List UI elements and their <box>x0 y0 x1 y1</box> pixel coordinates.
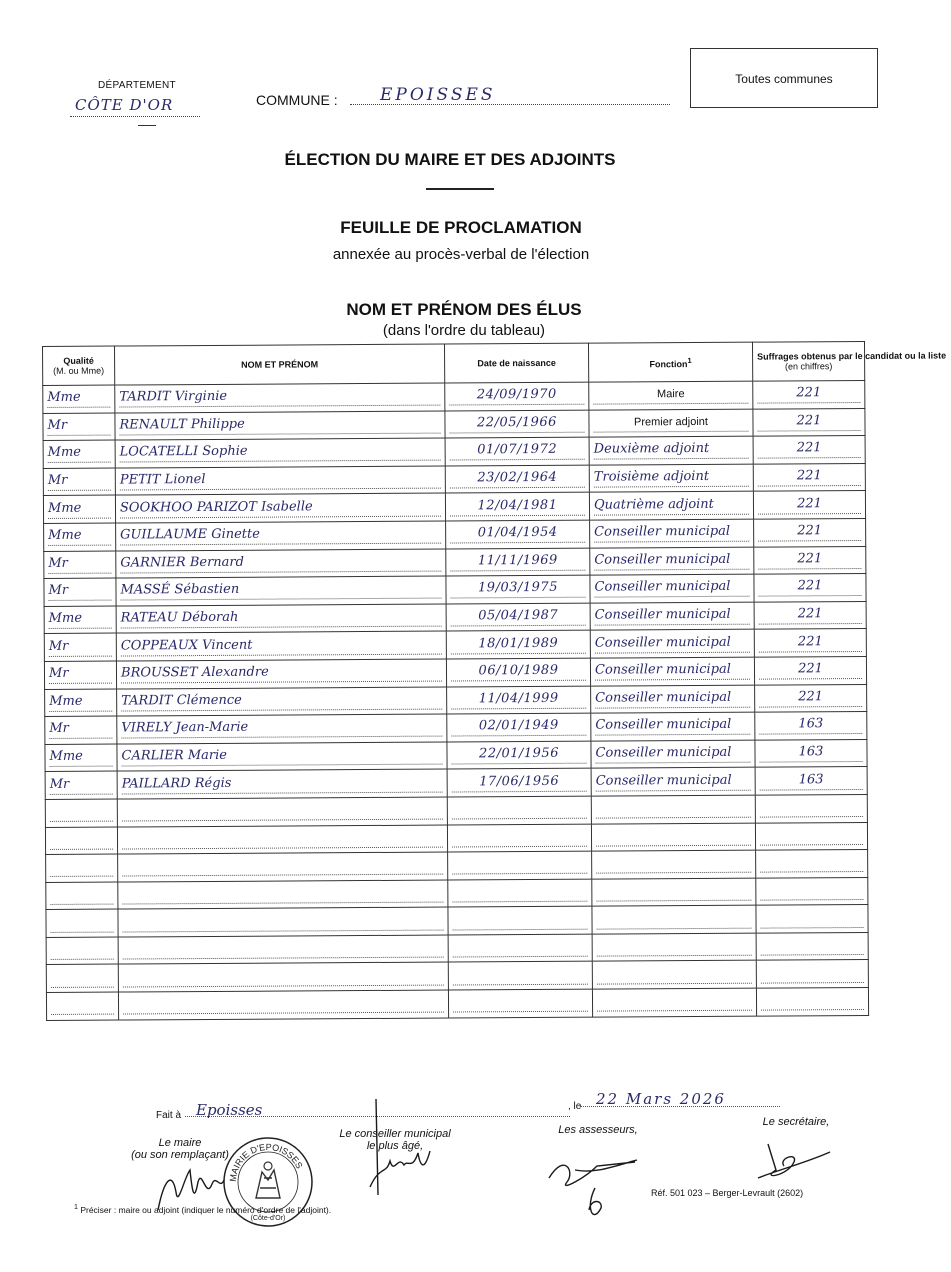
cell-qualite-value: Mme <box>48 528 111 546</box>
cell-date <box>445 410 589 438</box>
header-qualite: Qualité (M. ou Mme) <box>43 346 115 385</box>
cell-qualite-value: Mr <box>49 666 112 684</box>
cell-nom-value: BROUSSET Alexandre <box>121 664 442 684</box>
cell-qualite <box>45 744 117 772</box>
cell-qualite-value: Mr <box>48 555 111 573</box>
cell-qualite <box>45 771 117 799</box>
maire-signature-label: Le maire (ou son remplaçant) <box>131 1137 229 1161</box>
cell-fonction <box>591 767 755 796</box>
cell-date <box>447 741 591 769</box>
cell-fonction-value: Quatrième adjoint <box>594 496 749 515</box>
cell-nom <box>116 631 446 661</box>
cell-suffrages <box>755 739 867 767</box>
cell-nom <box>116 604 446 634</box>
fait-value: Epoisses <box>196 1101 263 1119</box>
cell-date <box>448 962 592 990</box>
cell-fonction-value: Conseiller municipal <box>595 662 750 681</box>
cell-nom-value: COPPEAUX Vincent <box>121 636 442 656</box>
cell-fonction-value: Conseiller municipal <box>596 772 751 791</box>
cell-qualite <box>44 661 116 689</box>
date-value: 22 Mars 2026 <box>596 1090 726 1108</box>
dotted-line <box>50 914 113 932</box>
cell-fonction-value: Maire <box>593 386 748 405</box>
cell-nom <box>115 383 445 413</box>
cell-nom-value: TARDIT Virginie <box>119 388 440 408</box>
cell-suffrages-value: 221 <box>758 551 861 570</box>
cell-nom <box>116 659 446 689</box>
election-title: ÉLECTION DU MAIRE ET DES ADJOINTS <box>284 150 616 169</box>
cell-date-value: 22/05/1966 <box>449 415 584 434</box>
cell-suffrages-value: 221 <box>759 634 862 653</box>
cell-fonction-value: Conseiller municipal <box>594 552 749 571</box>
dotted-line <box>123 967 444 987</box>
cell-qualite-value: Mr <box>49 721 112 739</box>
dotted-line <box>452 801 587 820</box>
dotted-line <box>122 829 443 849</box>
dotted-line <box>453 994 588 1013</box>
dotted-line <box>761 965 864 984</box>
cell-fonction-value: Conseiller municipal <box>594 579 749 598</box>
cell-nom <box>117 797 447 827</box>
cell-fonction-value: Conseiller municipal <box>595 745 750 764</box>
cell-fonction-value: Conseiller municipal <box>594 524 749 543</box>
cell-suffrages <box>756 988 868 1016</box>
cell-date <box>447 796 591 824</box>
cell-fonction <box>592 878 756 907</box>
cell-date-value: 18/01/1989 <box>451 635 586 654</box>
cell-fonction-value: Conseiller municipal <box>595 717 750 736</box>
dotted-line <box>453 966 588 985</box>
cell-suffrages-value: 221 <box>759 689 862 708</box>
header-fonction: Fonction$^1$ <box>588 342 752 382</box>
reference-text: Réf. 501 023 – Berger-Levrault (2602) <box>651 1188 804 1198</box>
dotted-line <box>122 912 443 932</box>
cell-fonction <box>591 740 755 769</box>
dotted-line <box>596 883 751 902</box>
cell-nom <box>118 852 448 882</box>
cell-qualite <box>43 468 115 496</box>
dotted-line <box>761 937 864 956</box>
cell-qualite <box>44 523 116 551</box>
cell-fonction <box>589 436 753 465</box>
cell-fonction-value: Conseiller municipal <box>595 607 750 626</box>
cell-qualite <box>44 606 116 634</box>
cell-fonction-value: Conseiller municipal <box>595 690 750 709</box>
cell-suffrages <box>755 712 867 740</box>
dotted-line <box>760 827 863 846</box>
cell-suffrages <box>754 601 866 629</box>
cell-suffrages <box>756 960 868 988</box>
cell-suffrages-value: 163 <box>760 772 863 791</box>
dotted-line <box>122 885 443 905</box>
cell-nom <box>117 687 447 717</box>
assesseurs-signature-label: Les assesseurs, <box>558 1124 638 1136</box>
cell-suffrages <box>753 491 865 519</box>
cell-date-value: 22/01/1956 <box>451 746 586 765</box>
stamp-text: MAIRIE D'EPOISSES <box>227 1141 305 1183</box>
cell-date <box>447 686 591 714</box>
cell-qualite <box>43 413 115 441</box>
cell-fonction-value: Premier adjoint <box>593 414 748 433</box>
cell-suffrages-value: 221 <box>759 661 862 680</box>
annexe-subtitle: annexée au procès-verbal de l'élection <box>332 246 590 263</box>
cell-qualite-value: Mr <box>49 638 112 656</box>
cell-fonction <box>590 602 754 631</box>
cell-suffrages <box>755 794 867 822</box>
cell-qualite <box>46 937 118 965</box>
dotted-line <box>51 997 114 1015</box>
cell-fonction <box>590 629 754 658</box>
cell-suffrages <box>754 656 866 684</box>
cell-date <box>446 575 590 603</box>
cell-nom-value: CARLIER Marie <box>121 747 442 767</box>
header-date: Date de naissance <box>444 343 588 383</box>
cell-suffrages <box>754 629 866 657</box>
cell-nom <box>118 990 448 1020</box>
cell-date <box>448 851 592 879</box>
cell-suffrages <box>756 932 868 960</box>
nom-prenom-title: NOM ET PRÉNOM DES ÉLUS <box>346 300 582 319</box>
cell-date-value: 11/04/1999 <box>451 691 586 710</box>
cell-suffrages <box>755 767 867 795</box>
elus-table-wrapper <box>42 341 947 1103</box>
cell-nom <box>118 880 448 910</box>
cell-date-value: 06/10/1989 <box>451 663 586 682</box>
cell-qualite-value: Mme <box>49 611 112 629</box>
cell-suffrages-value: 221 <box>758 440 861 459</box>
ordre-subtitle: (dans l'ordre du tableau) <box>382 322 546 339</box>
cell-date-value: 24/09/1970 <box>449 387 584 406</box>
dotted-line <box>123 995 444 1015</box>
cell-nom-value: LOCATELLI Sophie <box>120 443 441 463</box>
dotted-line <box>452 828 587 847</box>
cell-fonction <box>592 850 756 879</box>
cell-fonction <box>589 492 753 521</box>
cell-nom-value: GUILLAUME Ginette <box>120 526 441 546</box>
cell-suffrages <box>756 850 868 878</box>
cell-date-value: 02/01/1949 <box>451 718 586 737</box>
conseiller-signature-label: Le conseiller municipal le plus âgé, <box>339 1128 451 1152</box>
cell-nom-value: MASSÉ Sébastien <box>120 581 441 601</box>
cell-fonction <box>589 464 753 493</box>
departement-underline <box>70 116 200 117</box>
departement-label: DÉPARTEMENT <box>98 80 176 91</box>
date-underline <box>580 1106 780 1107</box>
dotted-line <box>760 799 863 818</box>
secretaire-signature-label: Le secrétaire, <box>762 1116 830 1128</box>
commune-label: COMMUNE : <box>256 92 338 108</box>
cell-qualite <box>46 965 118 993</box>
dotted-line <box>596 800 751 819</box>
cell-date-value: 11/11/1969 <box>450 553 585 572</box>
cell-suffrages-value: 221 <box>757 385 860 404</box>
stamp-subtext: (Côte-d'Or) <box>250 1215 286 1222</box>
cell-nom <box>118 962 448 992</box>
commune-value: EPOISSES <box>380 85 496 105</box>
dotted-line <box>452 884 587 903</box>
cell-suffrages-value: 221 <box>758 578 861 597</box>
dotted-line <box>596 910 751 929</box>
header-nom: NOM ET PRÉNOM <box>115 344 445 385</box>
dotted-line <box>122 857 443 877</box>
dotted-line <box>452 911 587 930</box>
dotted-line <box>596 855 751 874</box>
cell-date-value: 05/04/1987 <box>451 608 586 627</box>
title-rule <box>426 188 494 190</box>
cell-qualite <box>43 440 115 468</box>
elus-table <box>42 341 947 1021</box>
cell-qualite-value: Mr <box>48 473 111 491</box>
cell-date <box>448 989 592 1017</box>
cell-nom-value: GARNIER Bernard <box>120 553 441 573</box>
departement-dash <box>138 125 156 126</box>
cell-qualite <box>45 716 117 744</box>
cell-qualite-value: Mr <box>50 776 113 794</box>
cell-date <box>448 906 592 934</box>
cell-nom-value: RENAULT Philippe <box>119 415 440 435</box>
cell-suffrages <box>753 408 865 436</box>
cell-qualite <box>45 799 117 827</box>
cell-qualite <box>44 551 116 579</box>
cell-suffrages-value: 221 <box>759 606 862 625</box>
cell-date <box>445 465 589 493</box>
feuille-title: FEUILLE DE PROCLAMATION <box>340 218 582 237</box>
cell-suffrages-value: 221 <box>758 468 861 487</box>
cell-suffrages <box>755 684 867 712</box>
cell-suffrages <box>756 877 868 905</box>
cell-fonction-value: Troisième adjoint <box>594 469 749 488</box>
cell-date <box>445 493 589 521</box>
cell-suffrages <box>754 574 866 602</box>
cell-nom-value: TARDIT Clémence <box>121 691 442 711</box>
dotted-line <box>51 942 114 960</box>
cell-fonction <box>592 988 756 1017</box>
cell-nom <box>115 411 445 441</box>
cell-nom <box>118 907 448 937</box>
cell-date <box>446 520 590 548</box>
cell-nom-value: RATEAU Déborah <box>121 609 442 629</box>
cell-qualite-value: Mme <box>47 390 110 408</box>
dotted-line <box>122 802 443 822</box>
secretaire-signature <box>748 1140 838 1190</box>
cell-date-value: 01/04/1954 <box>450 525 585 544</box>
dotted-line <box>761 992 864 1011</box>
cell-fonction <box>590 547 754 576</box>
dotted-line <box>452 856 587 875</box>
cell-fonction <box>590 519 754 548</box>
cell-date <box>445 437 589 465</box>
cell-fonction <box>591 712 755 741</box>
cell-nom-value: VIRELY Jean-Marie <box>121 719 442 739</box>
footnote: $^1$ Préciser : maire ou adjoint (indiquer le numéro d'ordre de l'adjoint). <box>74 1203 332 1215</box>
cell-fonction <box>589 409 753 438</box>
cell-qualite <box>46 909 118 937</box>
cell-nom-value: SOOKHOO PARIZOT Isabelle <box>120 498 441 518</box>
cell-suffrages <box>756 905 868 933</box>
cell-qualite <box>43 385 115 413</box>
cell-qualite <box>43 495 115 523</box>
cell-suffrages-value: 163 <box>759 744 862 763</box>
cell-date-value: 19/03/1975 <box>450 580 585 599</box>
cell-fonction <box>590 657 754 686</box>
cell-fonction <box>590 574 754 603</box>
cell-suffrages <box>753 380 865 408</box>
cell-date <box>446 603 590 631</box>
cell-fonction <box>592 961 756 990</box>
cell-qualite <box>46 992 118 1020</box>
dotted-line <box>51 969 114 987</box>
cell-fonction <box>591 685 755 714</box>
departement-value: CÔTE D'OR <box>75 96 174 114</box>
cell-nom <box>115 466 445 496</box>
cell-fonction <box>592 933 756 962</box>
cell-qualite-value: Mme <box>49 693 112 711</box>
dotted-line <box>597 965 752 984</box>
cell-date <box>448 934 592 962</box>
cell-suffrages-value: 221 <box>758 496 861 515</box>
table-body <box>43 380 869 1020</box>
cell-suffrages <box>753 463 865 491</box>
cell-suffrages-value: 221 <box>758 523 861 542</box>
cell-nom <box>116 521 446 551</box>
cell-suffrages <box>753 436 865 464</box>
cell-suffrages <box>755 822 867 850</box>
dotted-line <box>123 940 444 960</box>
dotted-line <box>453 939 588 958</box>
cell-nom <box>117 742 447 772</box>
cell-nom-value: PETIT Lionel <box>120 471 441 491</box>
cell-qualite-value: Mr <box>47 417 110 435</box>
cell-fonction <box>589 381 753 410</box>
commune-underline <box>350 104 670 105</box>
cell-fonction <box>591 795 755 824</box>
cell-fonction-value: Deuxième adjoint <box>594 441 749 460</box>
dotted-line <box>760 910 863 929</box>
dotted-line <box>596 827 751 846</box>
cell-qualite-value: Mme <box>49 749 112 767</box>
cell-qualite <box>45 827 117 855</box>
cell-qualite-value: Mme <box>48 445 111 463</box>
cell-nom <box>115 493 445 523</box>
cell-date <box>448 879 592 907</box>
cell-qualite <box>45 689 117 717</box>
cell-fonction-value: Conseiller municipal <box>595 634 750 653</box>
cell-suffrages <box>754 546 866 574</box>
dotted-line <box>760 882 863 901</box>
cell-nom <box>116 576 446 606</box>
cell-date <box>446 658 590 686</box>
dotted-line <box>50 887 113 905</box>
cell-qualite-value: Mr <box>48 583 111 601</box>
cell-date <box>447 713 591 741</box>
dotted-line <box>50 859 113 877</box>
cell-nom <box>118 935 448 965</box>
empty-table-row <box>46 988 868 1021</box>
table-header-row <box>43 341 865 385</box>
dotted-line <box>50 831 113 849</box>
cell-qualite <box>44 578 116 606</box>
fait-label: Fait à <box>156 1110 182 1121</box>
cell-qualite <box>46 854 118 882</box>
dotted-line <box>597 993 752 1012</box>
cell-suffrages-value: 221 <box>757 413 860 432</box>
cell-date <box>445 382 589 410</box>
cell-date-value: 01/07/1972 <box>450 442 585 461</box>
cell-nom <box>116 549 446 579</box>
cell-qualite <box>44 633 116 661</box>
cell-qualite <box>46 882 118 910</box>
cell-nom <box>117 825 447 855</box>
conseiller-signature <box>360 1095 450 1205</box>
cell-nom-value: PAILLARD Régis <box>122 774 443 794</box>
cell-date <box>446 631 590 659</box>
header-suffrages: Suffrages obtenus par le candidat ou la liste (en chiffres) <box>752 341 864 381</box>
dotted-line <box>597 938 752 957</box>
cell-date-value: 17/06/1956 <box>452 773 587 792</box>
cell-fonction <box>592 905 756 934</box>
cell-nom <box>115 438 445 468</box>
cell-fonction <box>591 823 755 852</box>
cell-date <box>447 824 591 852</box>
assesseur-signature <box>545 1148 645 1228</box>
cell-nom <box>117 714 447 744</box>
cell-nom <box>117 769 447 799</box>
cell-suffrages <box>754 518 866 546</box>
date-label: , le <box>568 1101 582 1112</box>
cell-date <box>446 548 590 576</box>
cell-date-value: 23/02/1964 <box>450 470 585 489</box>
cell-date-value: 12/04/1981 <box>450 497 585 516</box>
cell-qualite-value: Mme <box>48 500 111 518</box>
toutes-communes-text: Toutes communes <box>735 72 833 86</box>
dotted-line <box>760 854 863 873</box>
cell-suffrages-value: 163 <box>759 716 862 735</box>
dotted-line <box>50 804 113 822</box>
cell-date <box>447 768 591 796</box>
